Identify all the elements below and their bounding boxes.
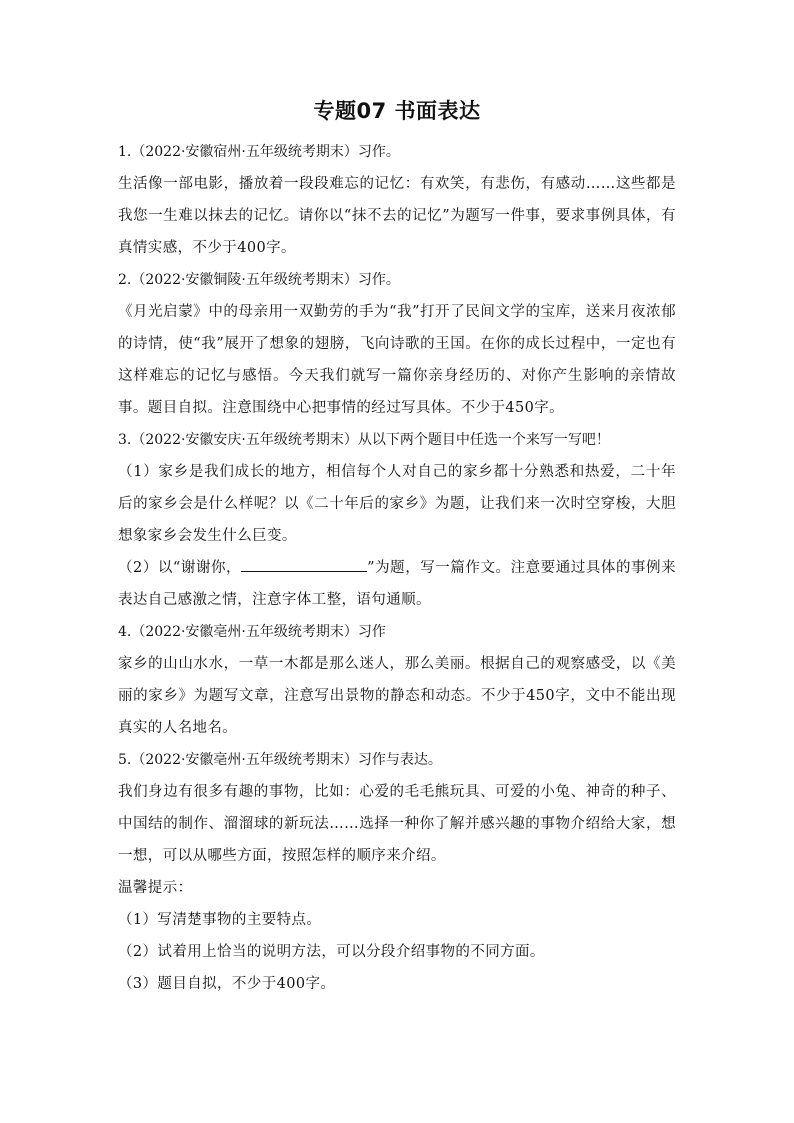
question-1-prompt: 生活像一部电影，播放着一段段难忘的记忆：有欢笑，有悲伤，有感动……这些都是我您一生难以抹去的记忆。请你以“抹不去的记忆”为题写一件事，要求事例具体，有真情实感，不少于400字。	[118, 176, 676, 256]
question-3-option-2-rest: ”为题，写一篇作文。注意要通过具体的事例来表达自己感激之情，注意字体工整，语句通顺。	[118, 560, 676, 608]
question-5-tips-label: 温馨提示：	[118, 880, 193, 896]
question-3-option-2	[118, 552, 676, 616]
question-4-prompt: 家乡的山山水水，一草一木都是那么迷人，那么美丽。根据自己的观察感受，以《美丽的家乡》为题写文章，注意写出景物的静态和动态。不少于450字，文中不能出现真实的人名地名。	[118, 656, 676, 736]
question-3	[118, 424, 676, 616]
question-1	[118, 136, 676, 264]
question-1-heading: 1.（2022·安徽宿州·五年级统考期末）习作。	[118, 144, 400, 160]
question-5-tip-2: （2）试着用上恰当的说明方法，可以分段介绍事物的不同方面。	[118, 944, 545, 960]
question-5	[118, 744, 676, 1000]
question-2-prompt: 《月光启蒙》中的母亲用一双勤劳的手为“我”打开了民间文学的宝库，送来月夜浓郁的诗情，使“我”展开了想象的翅膀，飞向诗歌的王国。在你的成长过程中，一定也有这样难忘的记忆与感悟。今天我们就写一篇你亲身经历的、对你产生影响的亲情故事。题目自拟。注意围绕中心把事情的经过写具体。不少于450字。	[118, 304, 676, 416]
question-5-tip-3: （3）题目自拟，不少于400字。	[118, 976, 336, 992]
question-5-prompt: 我们身边有很多有趣的事物，比如：心爱的毛毛熊玩具、可爱的小兔、神奇的种子、中国结的制作、溜溜球的新玩法……选择一种你了解并感兴趣的事物介绍给大家，想一想，可以从哪些方面，按照怎样的顺序来介绍。	[118, 784, 676, 864]
question-5-heading: 5.（2022·安徽亳州·五年级统考期末）习作与表达。	[118, 752, 442, 768]
question-3-option-2-lead: （2）以“谢谢你，	[118, 560, 242, 576]
question-2-heading: 2.（2022·安徽铜陵·五年级统考期末）习作。	[118, 272, 400, 288]
question-3-heading: 3.（2022·安徽安庆·五年级统考期末）从以下两个题目中任选一个来写一写吧！	[118, 432, 610, 448]
question-4	[118, 616, 676, 744]
question-2	[118, 264, 676, 424]
page-title: 专题07 书面表达	[313, 99, 481, 123]
fill-in-blank-line	[241, 557, 367, 572]
question-5-tip-1: （1）写清楚事物的主要特点。	[118, 912, 322, 928]
question-4-heading: 4.（2022·安徽亳州·五年级统考期末）习作	[118, 624, 386, 640]
question-3-option-1: （1）家乡是我们成长的地方，相信每个人对自己的家乡都十分熟悉和热爱，二十年后的家乡会是什么样呢？以《二十年后的家乡》为题，让我们来一次时空穿梭，大胆想象家乡会发生什么巨变。	[118, 464, 676, 544]
